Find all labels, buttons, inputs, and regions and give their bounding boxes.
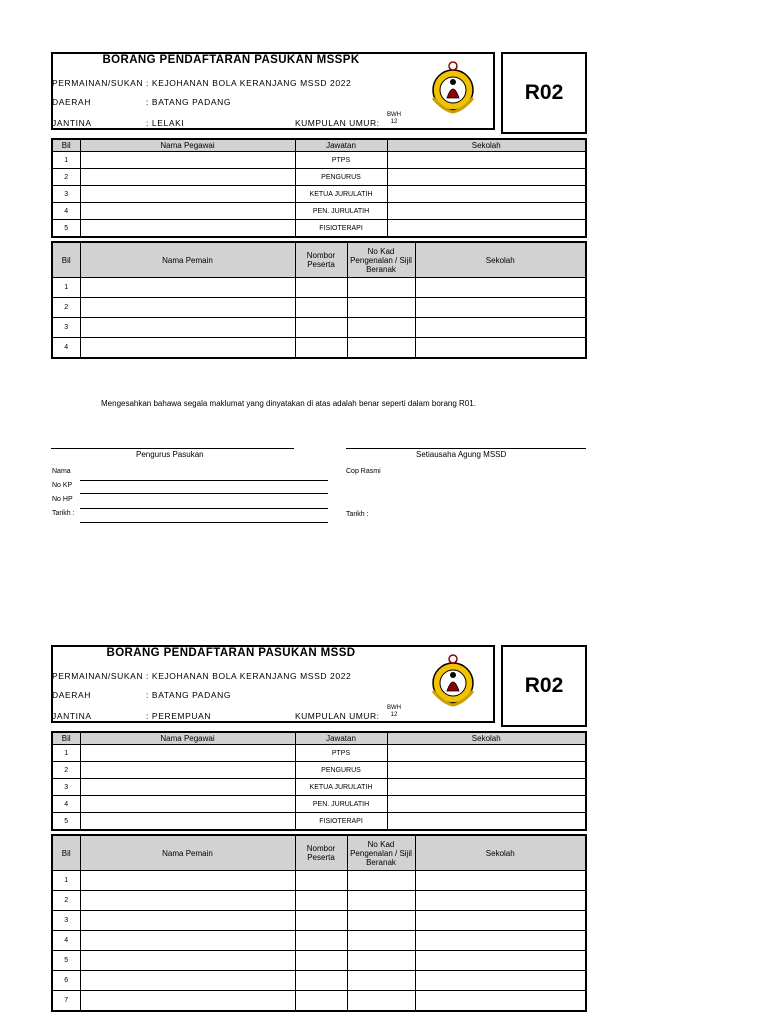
cell-nombor[interactable] — [295, 338, 347, 359]
field-label: DAERAH — [52, 97, 92, 107]
header-sekolah: Sekolah — [415, 242, 586, 278]
form-code: R02 — [501, 645, 587, 727]
cell-sekolah[interactable] — [387, 220, 586, 238]
cell-jawatan: PTPS — [295, 745, 387, 762]
cell-sekolah[interactable] — [415, 318, 586, 338]
form-header — [51, 52, 587, 134]
kumpulan-umur-label: KUMPULAN UMUR: — [295, 711, 380, 721]
table-row — [52, 169, 586, 186]
cell-jawatan: PEN. JURULATIH — [295, 796, 387, 813]
cell-no-kad[interactable] — [347, 298, 415, 318]
cell-bil: 2 — [52, 891, 80, 911]
cell-bil: 1 — [52, 871, 80, 891]
cell-sekolah[interactable] — [387, 796, 586, 813]
crest-logo-icon — [425, 60, 481, 116]
field-nohp-label: No HP — [52, 496, 73, 503]
field-value: : LELAKI — [146, 118, 185, 128]
cell-nama[interactable] — [80, 278, 295, 298]
cell-no-kad[interactable] — [347, 931, 415, 951]
table-header-row — [52, 139, 586, 152]
header-sekolah: Sekolah — [415, 835, 586, 871]
header-sekolah: Sekolah — [387, 139, 586, 152]
table-row — [52, 931, 586, 951]
cell-bil: 2 — [52, 298, 80, 318]
header-nama-pegawai: Nama Pegawai — [80, 732, 295, 745]
cell-nama[interactable] — [80, 203, 295, 220]
cell-nombor[interactable] — [295, 318, 347, 338]
header-jawatan: Jawatan — [295, 732, 387, 745]
cell-sekolah[interactable] — [415, 971, 586, 991]
cell-nombor[interactable] — [295, 991, 347, 1012]
cell-nama[interactable] — [80, 298, 295, 318]
field-permainan — [52, 671, 352, 681]
cell-sekolah[interactable] — [415, 278, 586, 298]
cell-no-kad[interactable] — [347, 318, 415, 338]
cell-bil: 7 — [52, 991, 80, 1012]
cell-sekolah[interactable] — [387, 152, 586, 169]
cell-nama[interactable] — [80, 745, 295, 762]
cell-nama[interactable] — [80, 813, 295, 831]
header-no-kad: No Kad Pengenalan / Sijil Beranak — [347, 835, 415, 871]
cell-nama[interactable] — [80, 796, 295, 813]
cell-bil: 3 — [52, 186, 80, 203]
cell-jawatan: FISIOTERAPI — [295, 813, 387, 831]
cell-jawatan: KETUA JURULATIH — [295, 186, 387, 203]
form-1 — [51, 52, 587, 359]
header-bil: Bil — [52, 732, 80, 745]
cell-sekolah[interactable] — [387, 203, 586, 220]
table-row — [52, 891, 586, 911]
cell-bil: 5 — [52, 951, 80, 971]
cell-nombor[interactable] — [295, 951, 347, 971]
cell-bil: 3 — [52, 779, 80, 796]
header-nama-pegawai: Nama Pegawai — [80, 139, 295, 152]
field-jantina — [52, 118, 185, 128]
field-value: : BATANG PADANG — [146, 690, 232, 700]
header-bil: Bil — [52, 242, 80, 278]
table-row — [52, 871, 586, 891]
table-row — [52, 813, 586, 831]
header-bil: Bil — [52, 139, 80, 152]
cell-bil: 4 — [52, 338, 80, 359]
field-tarikh-line[interactable] — [80, 522, 328, 523]
cell-bil: 1 — [52, 745, 80, 762]
bwh-text: BWH — [387, 112, 401, 118]
table-row — [52, 911, 586, 931]
cell-bil: 4 — [52, 931, 80, 951]
table-header-row — [52, 242, 586, 278]
header-jawatan: Jawatan — [295, 139, 387, 152]
field-label: PERMAINAN/SUKAN — [52, 671, 144, 681]
field-value: : KEJOHANAN BOLA KERANJANG MSSD 2022 — [146, 671, 352, 681]
cell-no-kad[interactable] — [347, 971, 415, 991]
table-row — [52, 278, 586, 298]
field-jantina — [52, 711, 212, 721]
field-tarikh-label: Tarikh : — [52, 510, 75, 517]
cell-sekolah[interactable] — [387, 762, 586, 779]
table-header-row — [52, 835, 586, 871]
confirmation-statement: Mengesahkan bahawa segala maklumat yang dinyatakan di atas adalah benar seperti dalam borang R01. — [101, 399, 476, 408]
field-label: PERMAINAN/SUKAN — [52, 78, 144, 88]
field-value: : BATANG PADANG — [146, 97, 232, 107]
field-permainan — [52, 78, 352, 88]
field-daerah — [52, 690, 232, 700]
cell-sekolah[interactable] — [415, 298, 586, 318]
field-nokp-line[interactable] — [80, 493, 328, 494]
table-row — [52, 971, 586, 991]
cell-nama[interactable] — [80, 991, 295, 1012]
officials-table — [51, 138, 587, 238]
players-table — [51, 834, 587, 1012]
cell-bil: 2 — [52, 762, 80, 779]
cell-sekolah[interactable] — [387, 745, 586, 762]
cell-bil: 4 — [52, 796, 80, 813]
cell-sekolah[interactable] — [415, 911, 586, 931]
table-row — [52, 762, 586, 779]
cell-bil: 1 — [52, 152, 80, 169]
cell-jawatan: PEN. JURULATIH — [295, 203, 387, 220]
cell-nombor[interactable] — [295, 298, 347, 318]
table-row — [52, 338, 586, 359]
cell-sekolah[interactable] — [387, 813, 586, 831]
cell-nombor[interactable] — [295, 891, 347, 911]
signature-title-left: Pengurus Pasukan — [136, 450, 204, 459]
cell-sekolah[interactable] — [387, 169, 586, 186]
cell-bil: 5 — [52, 813, 80, 831]
cell-no-kad[interactable] — [347, 278, 415, 298]
cell-no-kad[interactable] — [347, 991, 415, 1012]
cell-no-kad[interactable] — [347, 911, 415, 931]
cell-nama[interactable] — [80, 971, 295, 991]
header-nama-pemain: Nama Pemain — [80, 242, 295, 278]
header-nama-pemain: Nama Pemain — [80, 835, 295, 871]
header-no-kad: No Kad Pengenalan / Sijil Beranak — [347, 242, 415, 278]
signature-line-right — [346, 448, 586, 449]
cell-no-kad[interactable] — [347, 871, 415, 891]
bwh-label — [387, 112, 401, 126]
field-value: : KEJOHANAN BOLA KERANJANG MSSD 2022 — [146, 78, 352, 88]
cell-sekolah[interactable] — [415, 951, 586, 971]
cell-bil: 6 — [52, 971, 80, 991]
cell-nama[interactable] — [80, 338, 295, 359]
cell-sekolah[interactable] — [415, 931, 586, 951]
cell-jawatan: PENGURUS — [295, 762, 387, 779]
cell-bil: 2 — [52, 169, 80, 186]
cell-sekolah[interactable] — [415, 991, 586, 1012]
form-code: R02 — [501, 52, 587, 134]
cell-sekolah[interactable] — [387, 186, 586, 203]
table-row — [52, 220, 586, 238]
cell-nama[interactable] — [80, 779, 295, 796]
cop-rasmi-label: Cop Rasmi — [346, 468, 381, 475]
cell-nama[interactable] — [80, 220, 295, 238]
cell-nombor[interactable] — [295, 871, 347, 891]
cell-sekolah[interactable] — [415, 891, 586, 911]
header-nombor-peserta: Nombor Peserta — [295, 835, 347, 871]
table-row — [52, 745, 586, 762]
table-header-row — [52, 732, 586, 745]
crest-logo-icon — [425, 653, 481, 709]
officials-table — [51, 731, 587, 831]
bwh-age: 12 — [390, 119, 398, 125]
cell-nama[interactable] — [80, 951, 295, 971]
cell-sekolah[interactable] — [415, 338, 586, 359]
form-title: BORANG PENDAFTARAN PASUKAN MSSPK — [102, 54, 360, 66]
field-label: DAERAH — [52, 690, 92, 700]
kumpulan-umur-label: KUMPULAN UMUR: — [295, 118, 380, 128]
cell-sekolah[interactable] — [387, 779, 586, 796]
table-row — [52, 318, 586, 338]
header-sekolah: Sekolah — [387, 732, 586, 745]
cell-bil: 3 — [52, 911, 80, 931]
players-table — [51, 241, 587, 359]
cell-bil: 5 — [52, 220, 80, 238]
cell-jawatan: FISIOTERAPI — [295, 220, 387, 238]
field-value: : PEREMPUAN — [146, 711, 212, 721]
table-row — [52, 203, 586, 220]
bwh-text: BWH — [387, 705, 401, 711]
field-label: JANTINA — [52, 711, 92, 721]
cell-jawatan: PTPS — [295, 152, 387, 169]
field-nama-line[interactable] — [80, 480, 328, 481]
field-nokp-label: No KP — [52, 482, 73, 489]
cell-nama[interactable] — [80, 891, 295, 911]
tarikh-right-label: Tarikh : — [346, 511, 369, 518]
table-row — [52, 951, 586, 971]
cell-nama[interactable] — [80, 318, 295, 338]
cell-nombor[interactable] — [295, 931, 347, 951]
cell-nama[interactable] — [80, 871, 295, 891]
cell-nama[interactable] — [80, 911, 295, 931]
cell-jawatan: KETUA JURULATIH — [295, 779, 387, 796]
field-daerah — [52, 97, 232, 107]
table-row — [52, 298, 586, 318]
form-2 — [51, 645, 587, 1012]
signature-title-right: Setiausaha Agung MSSD — [416, 450, 507, 459]
cell-bil: 4 — [52, 203, 80, 220]
cell-bil: 1 — [52, 278, 80, 298]
cell-nama[interactable] — [80, 152, 295, 169]
table-row — [52, 152, 586, 169]
bwh-label — [387, 705, 401, 719]
table-row — [52, 779, 586, 796]
cell-nombor[interactable] — [295, 971, 347, 991]
bwh-age: 12 — [390, 712, 398, 718]
cell-nama[interactable] — [80, 931, 295, 951]
form-header — [51, 645, 587, 727]
cell-no-kad[interactable] — [347, 951, 415, 971]
field-label: JANTINA — [52, 118, 92, 128]
table-row — [52, 186, 586, 203]
cell-sekolah[interactable] — [415, 871, 586, 891]
field-nohp-line[interactable] — [80, 508, 328, 509]
table-row — [52, 796, 586, 813]
header-bil: Bil — [52, 835, 80, 871]
form-title: BORANG PENDAFTARAN PASUKAN MSSD — [106, 647, 356, 659]
cell-nama[interactable] — [80, 169, 295, 186]
table-row — [52, 991, 586, 1012]
header-nombor-peserta: Nombor Peserta — [295, 242, 347, 278]
cell-nama[interactable] — [80, 762, 295, 779]
cell-no-kad[interactable] — [347, 891, 415, 911]
cell-nombor[interactable] — [295, 278, 347, 298]
cell-bil: 3 — [52, 318, 80, 338]
cell-nama[interactable] — [80, 186, 295, 203]
cell-no-kad[interactable] — [347, 338, 415, 359]
signature-line-left — [51, 448, 294, 449]
cell-jawatan: PENGURUS — [295, 169, 387, 186]
cell-nombor[interactable] — [295, 911, 347, 931]
field-nama-label: Nama — [52, 468, 71, 475]
